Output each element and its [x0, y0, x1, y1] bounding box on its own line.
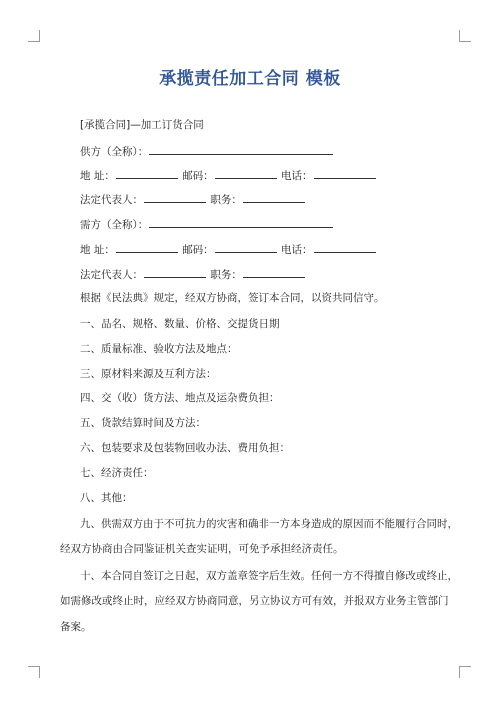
buyer-position-label: 职务： [210, 269, 242, 281]
supplier-position-label: 职务： [210, 194, 242, 206]
clause-item: 五、货款结算时间及方法： [80, 417, 206, 429]
buyer-address-label: 地 址： [80, 244, 115, 256]
supplier-rep-label: 法定代表人： [80, 194, 143, 206]
supplier-position-blank [243, 191, 305, 203]
clause-9-line-2: 经双方协商由合同鉴证机关查实证明，可免予承担经济责任。 [60, 543, 344, 555]
clause-item: 七、经济责任： [80, 467, 154, 479]
clause-item: 二、质量标准、验收方法及地点： [80, 343, 238, 355]
buyer-address-row [80, 241, 377, 257]
buyer-rep-label: 法定代表人： [80, 269, 143, 281]
supplier-rep-row [80, 191, 306, 207]
contract-intro: 根据《民法典》规定，经双方协商，签订本合同，以资共同信守。 [80, 292, 385, 304]
supplier-address-label: 地 址： [80, 170, 115, 182]
supplier-address-row [80, 167, 377, 183]
supplier-name-label: 供方（全称）： [80, 146, 149, 158]
clause-item: 八、其他： [80, 492, 133, 504]
page-corner-mark-top-right [459, 30, 471, 42]
supplier-address-blank [116, 167, 178, 179]
supplier-postcode-label: 邮码： [182, 170, 214, 182]
contract-subtitle: [承揽合同]—加工订货合同 [80, 119, 204, 131]
page-corner-mark-top-left [28, 30, 40, 42]
buyer-rep-row [80, 266, 306, 282]
clause-item: 六、包装要求及包装物回收办法、费用负担： [80, 442, 290, 454]
clause-9-line-1: 九、供需双方由于不可抗力的灾害和确非一方本身造成的原因而不能履行合同时， [80, 518, 458, 530]
buyer-phone-label: 电话： [281, 244, 313, 256]
buyer-postcode-label: 邮码： [182, 244, 214, 256]
clause-10-line-1: 十、本合同自签订之日起，双方盖章签字后生效。任何一方不得擅自修改或终止， [80, 570, 458, 582]
supplier-name-row [80, 143, 334, 159]
clause-10-line-2: 如需修改或终止时，应经双方协商同意，另立协议方可有效，并报双方业务主管部门 [60, 595, 449, 607]
page-corner-mark-bottom-left [28, 666, 40, 678]
clause-item: 三、原材料来源及互利方法： [80, 368, 217, 380]
document-title: 承揽责任加工合同 模板 [159, 69, 341, 89]
buyer-rep-blank [144, 266, 206, 278]
buyer-address-blank [116, 241, 178, 253]
buyer-position-blank [243, 266, 305, 278]
buyer-name-label: 需方（全称）： [80, 219, 149, 231]
page-corner-mark-bottom-right [459, 666, 471, 678]
buyer-name-row [80, 216, 334, 232]
supplier-phone-label: 电话： [281, 170, 313, 182]
buyer-name-blank [149, 216, 333, 228]
buyer-postcode-blank [215, 241, 277, 253]
supplier-postcode-blank [215, 167, 277, 179]
clause-10-line-3: 备案。 [60, 621, 92, 633]
clause-item: 一、品名、规格、数量、价格、交提货日期 [80, 318, 280, 330]
supplier-phone-blank [314, 167, 376, 179]
buyer-phone-blank [314, 241, 376, 253]
clause-item: 四、交（收）货方法、地点及运杂费负担： [80, 392, 280, 404]
supplier-rep-blank [144, 191, 206, 203]
supplier-name-blank [149, 143, 333, 155]
